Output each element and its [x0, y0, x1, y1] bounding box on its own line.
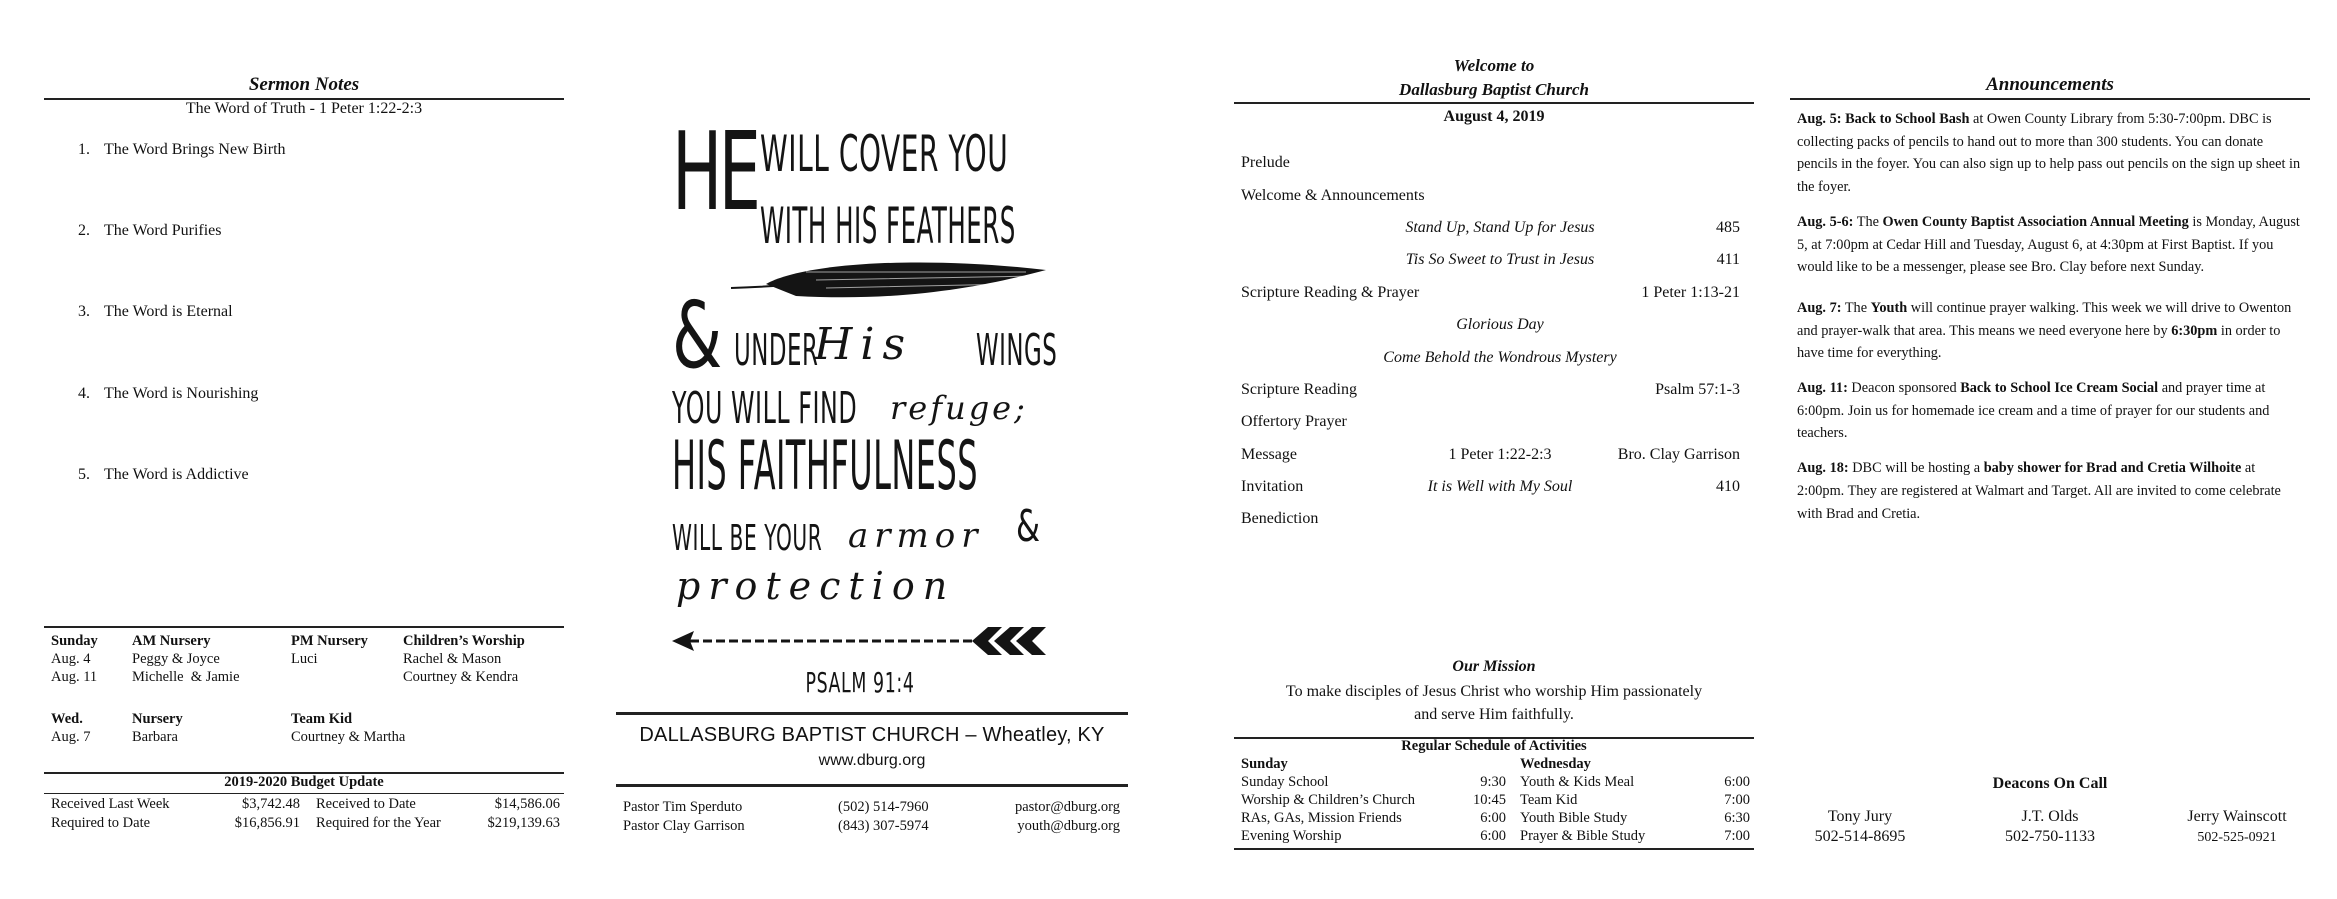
budget-value: $219,139.63: [487, 815, 560, 831]
budget-label: Required to Date: [51, 815, 151, 831]
sermon-point-text: The Word Brings New Birth: [104, 141, 286, 158]
message-passage: 1 Peter 1:22-2:3: [1448, 446, 1552, 463]
budget-title: 2019-2020 Budget Update: [224, 774, 384, 790]
deacon-phone: 502-525-0921: [2197, 830, 2277, 845]
divider: [1234, 848, 1754, 850]
divider: [616, 712, 1128, 715]
verse-script: armor: [848, 516, 984, 556]
song-title: Glorious Day: [1456, 316, 1544, 333]
order-item: Scripture Reading: [1241, 381, 1357, 398]
sermon-point: 4.: [78, 385, 90, 402]
order-item: Message: [1241, 446, 1297, 463]
pastor-email[interactable]: youth@dburg.org: [1017, 818, 1120, 834]
budget-value: $14,586.06: [494, 796, 560, 812]
schedule-time: 9:30: [1480, 774, 1506, 790]
schedule-time: 6:00: [1480, 810, 1506, 826]
nursery-cell: Rachel & Mason: [403, 651, 502, 667]
verse-reference: PSALM 91:4: [805, 666, 915, 699]
divider: [1790, 98, 2310, 100]
nursery-header: Sunday: [51, 633, 98, 649]
sermon-subtitle: The Word of Truth - 1 Peter 1:22-2:3: [185, 100, 423, 117]
hymn-title: Stand Up, Stand Up for Jesus: [1405, 219, 1595, 236]
verse-line: WILL COVER YOU: [760, 125, 1009, 183]
schedule-title: Regular Schedule of Activities: [1401, 738, 1587, 754]
nursery-header: Wed.: [51, 711, 83, 727]
nursery-header: Nursery: [132, 711, 183, 727]
schedule-item: Prayer & Bible Study: [1520, 828, 1646, 844]
nursery-cell: Courtney & Kendra: [403, 669, 519, 685]
verse-script: His: [814, 319, 914, 370]
divider: [44, 626, 564, 628]
nursery-cell: Peggy & Joyce: [132, 651, 220, 667]
nursery-header: AM Nursery: [132, 633, 211, 649]
verse-script: refuge;: [890, 389, 1028, 427]
verse-line: HIS FAITHFULNESS: [672, 427, 978, 506]
deacons-title: Deacons On Call: [1992, 775, 2108, 792]
nursery-cell: Aug. 7: [51, 729, 91, 745]
schedule-time: 7:00: [1724, 828, 1750, 844]
feather-icon: [726, 258, 1056, 308]
schedule-item: RAs, GAs, Mission Friends: [1241, 810, 1402, 826]
schedule-time: 7:00: [1724, 792, 1750, 808]
deacon-name: Tony Jury: [1827, 808, 1893, 825]
announcement-item: Aug. 7: The Youth will continue prayer walking. This week we will drive to Owenton and prayer-walk that area. This means we need everyone here by 6:30pm in order to have time for everything.: [1797, 299, 2292, 362]
budget-label: Required for the Year: [316, 815, 441, 831]
schedule-item: Team Kid: [1520, 792, 1578, 808]
verse-line: WILL BE YOUR: [672, 518, 823, 559]
welcome-heading: Welcome to: [1453, 56, 1535, 75]
hymn-number: 485: [1716, 219, 1740, 236]
hymn-number: 410: [1716, 478, 1740, 495]
announcement-list: [1797, 108, 2302, 537]
scripture-ref: 1 Peter 1:13-21: [1641, 284, 1740, 301]
verse-line: WINGS: [976, 325, 1058, 376]
verse-line: YOU WILL FIND: [672, 383, 858, 434]
schedule-time: 6:00: [1724, 774, 1750, 790]
sermon-point-text: The Word is Addictive: [104, 466, 249, 483]
schedule-item: Youth & Kids Meal: [1520, 774, 1635, 790]
order-item: Welcome & Announcements: [1241, 187, 1425, 204]
divider: [1234, 102, 1754, 104]
nursery-cell: Michelle & Jamie: [132, 669, 240, 685]
mission-title: Our Mission: [1452, 658, 1536, 675]
deacon-phone: 502-750-1133: [2004, 828, 2096, 845]
sermon-point: 1.: [78, 141, 90, 158]
sermon-point: 5.: [78, 466, 90, 483]
hymn-title: Tis So Sweet to Trust in Jesus: [1405, 251, 1595, 268]
sermon-notes-title: Sermon Notes: [248, 74, 360, 95]
order-item: Prelude: [1241, 154, 1290, 171]
pastor-name: Pastor Tim Sperduto: [623, 799, 743, 815]
schedule-item: Evening Worship: [1241, 828, 1342, 844]
sermon-point-text: The Word is Eternal: [104, 303, 233, 320]
schedule-day: Sunday: [1241, 756, 1288, 772]
announcement-item: Aug. 18: DBC will be hosting a baby shower for Brad and Cretia Wilhoite at 2:00pm. They are registered at Walmart and Target. All are invited to come celebrate with Brad and Cretia.: [1797, 460, 2281, 522]
deacon-name: Jerry Wainscott: [2187, 808, 2287, 825]
church-website[interactable]: www.dburg.org: [818, 752, 926, 769]
schedule-time: 6:00: [1480, 828, 1506, 844]
order-item: Offertory Prayer: [1241, 413, 1347, 430]
pastor-phone: (502) 514-7960: [838, 799, 929, 815]
announcement-item: Aug. 11: Deacon sponsored Back to School Ice Cream Social and prayer time at 6:00pm. Join us for homemade ice cream and a time of prayer for our students and teachers.: [1797, 380, 2270, 442]
scripture-ref: Psalm 57:1-3: [1655, 381, 1740, 398]
verse-amp: &: [672, 282, 723, 389]
song-title: Come Behold the Wondrous Mystery: [1383, 349, 1617, 366]
schedule-item: Youth Bible Study: [1520, 810, 1628, 826]
church-name: DALLASBURG BAPTIST CHURCH – Wheatley, KY: [639, 724, 1105, 746]
sermon-point-text: The Word Purifies: [104, 222, 222, 239]
verse-he: HE: [672, 110, 758, 235]
verse-amp: &: [1016, 501, 1041, 552]
order-item: Invitation: [1241, 478, 1304, 495]
schedule-time: 6:30: [1724, 810, 1750, 826]
service-date: August 4, 2019: [1443, 108, 1545, 125]
hymn-number: 411: [1716, 251, 1740, 268]
announcement-item: Aug. 5-6: The Owen County Baptist Association Annual Meeting is Monday, August 5, at 7:00pm at Cedar Hill and Tuesday, August 6, at 4:30pm at First Baptist. If you would like to be a messenger, please see Bro. Clay before next Sunday.: [1797, 213, 2300, 276]
mission-text: To make disciples of Jesus Christ who worship Him passionately: [1285, 683, 1703, 700]
sermon-point-text: The Word is Nourishing: [104, 385, 259, 402]
schedule-item: Sunday School: [1241, 774, 1329, 790]
nursery-cell: Luci: [291, 651, 318, 667]
pastor-name: Pastor Clay Garrison: [623, 818, 745, 834]
sermon-point: 3.: [78, 303, 90, 320]
budget-value: $3,742.48: [242, 796, 300, 812]
budget-label: Received Last Week: [51, 796, 170, 812]
divider: [616, 784, 1128, 787]
divider: [44, 793, 564, 794]
deacon-name: J.T. Olds: [2021, 808, 2079, 825]
nursery-header: Team Kid: [291, 711, 353, 727]
announcement-item: Aug. 5: Back to School Bash at Owen County Library from 5:30-7:00pm. DBC is collecting packs of pencils to hand out to more than 300 students. You can donate pencils in the foyer. You can also sign up to help pass out pencils on the sign up sheet in the foyer.: [1797, 111, 2301, 196]
pastor-phone: (843) 307-5974: [838, 818, 929, 834]
nursery-header: PM Nursery: [291, 633, 368, 649]
pastor-email[interactable]: pastor@dburg.org: [1014, 799, 1120, 815]
arrow-icon: [672, 624, 1048, 658]
deacon-phone: 502-514-8695: [1814, 828, 1906, 845]
schedule-time: 10:45: [1472, 792, 1506, 808]
nursery-cell: Aug. 11: [51, 669, 98, 685]
hymn-title: It is Well with My Soul: [1427, 478, 1573, 495]
order-item: Benediction: [1241, 510, 1319, 527]
budget-label: Received to Date: [316, 796, 416, 812]
speaker: Bro. Clay Garrison: [1617, 446, 1740, 463]
order-item: Scripture Reading & Prayer: [1241, 284, 1420, 301]
nursery-header: Children’s Worship: [403, 633, 525, 649]
church-heading: Dallasburg Baptist Church: [1399, 80, 1589, 99]
verse-line: UNDER: [734, 325, 819, 376]
schedule-day: Wednesday: [1520, 756, 1591, 772]
sermon-point: 2.: [78, 222, 90, 239]
verse-script: protection: [676, 564, 956, 608]
budget-value: $16,856.91: [234, 815, 300, 831]
nursery-cell: Courtney & Martha: [291, 729, 406, 745]
nursery-cell: Barbara: [132, 729, 178, 745]
verse-line: WITH HIS FEATHERS: [760, 197, 1016, 255]
mission-text: and serve Him faithfully.: [1414, 706, 1574, 723]
schedule-item: Worship & Children’s Church: [1241, 792, 1416, 808]
nursery-cell: Aug. 4: [51, 651, 91, 667]
announcements-title: Announcements: [1986, 74, 2114, 95]
